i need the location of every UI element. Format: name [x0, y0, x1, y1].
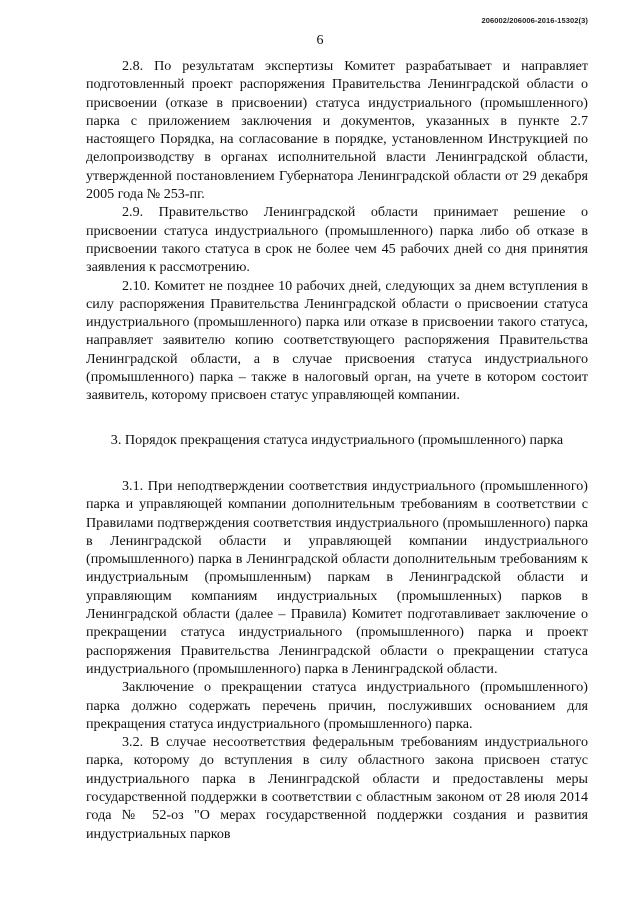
paragraph-2-10: 2.10. Комитет не позднее 10 рабочих дней, следующих за днем вступления в силу распоряжения Правительства Ленинградской области о присвоении статуса индустриального (промышленного) парка или отказе в присвоении такого статуса, направляет заявителю копию соответствующего распоряжения Правительства Ленинградской области, а в случае присвоения статуса индустриального (промышленного) парка – также в налоговый орган, на учете в котором состоит заявитель, которому присвоен статус управляющей компании.	[86, 277, 588, 404]
paragraph-2-8: 2.8. По результатам экспертизы Комитет разрабатывает и направляет подготовленный проект распоряжения Правительства Ленинградской области о присвоении (отказе в присвоении) статуса индустриального (промышленного) парка с приложением заключения и документов, указанных в пункте 2.7 настоящего Порядка, на согласование в порядке, установленном Инструкцией по делопроизводству в органах исполнительной власти Ленинградской области, утвержденной постановлением Губернатора Ленинградской области от 29 декабря 2005 года № 253-пг.	[86, 58, 588, 203]
section-3-heading: 3. Порядок прекращения статуса индустриального (промышленного) парка	[110, 431, 564, 448]
document-code: 206002/206006-2016-15302(3)	[481, 16, 588, 25]
paragraph-3-1-conclusion: Заключение о прекращении статуса индустриального (промышленного) парка должно содержать перечень причин, послуживших основанием для прекращения статуса индустриального (промышленного) парка.	[86, 679, 588, 732]
page-number: 6	[316, 33, 324, 48]
document-body	[86, 57, 588, 843]
paragraph-2-9: 2.9. Правительство Ленинградской области принимает решение о присвоении статуса индустриального (промышленного) парка либо об отказе в присвоении такого статуса в срок не более чем 45 рабочих дней со дня принятия заявления к рассмотрению.	[86, 204, 588, 276]
paragraph-3-1: 3.1. При неподтверждении соответствия индустриального (промышленного) парка и управляющей компании дополнительным требованиям в соответствии с Правилами подтверждения соответствия индустриального (промышленного) парка в Ленинградской области и управляющей компании индустриального (промышленного) парка в Ленинградской области дополнительным требованиям к индустриальным (промышленным) паркам в Ленинградской области и управляющим компаниям индустриальных (промышленных) парков в Ленинградской области (далее – Правила) Комитет подготавливает заключение о прекращении статуса индустриального (промышленного) парка и проект распоряжения Правительства Ленинградской области о прекращении статуса индустриального (промышленного) парка в Ленинградской области.	[86, 477, 588, 677]
paragraph-3-2: 3.2. В случае несоответствия федеральным требованиям индустриального парка, которому до вступления в силу областного закона присвоен статус индустриального парка в Ленинградской области и предоставлены меры государственной поддержки в соответствии с областным законом от 28 июля 2014 года № 52-оз "О мерах государственной поддержки создания и развития индустриальных парков	[86, 734, 588, 842]
